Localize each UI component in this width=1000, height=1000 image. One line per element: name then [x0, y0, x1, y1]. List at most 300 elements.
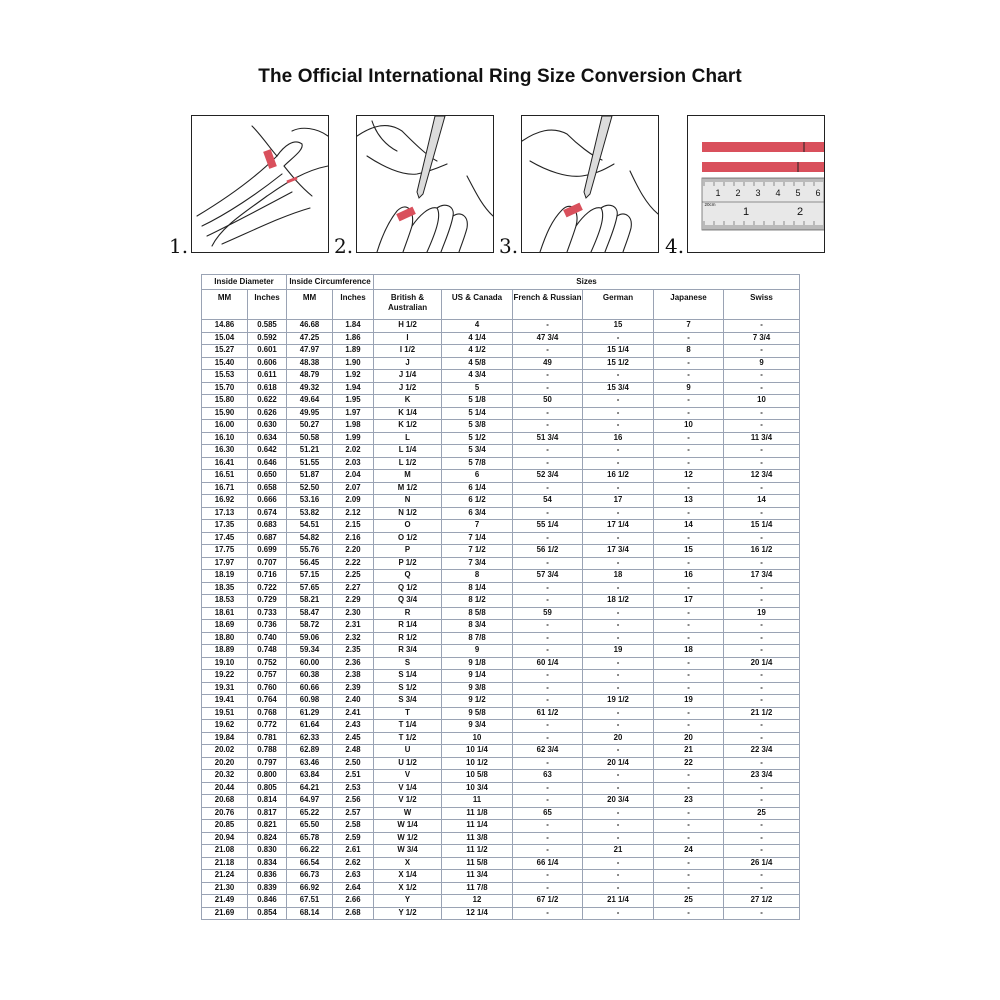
- table-row: [202, 857, 800, 870]
- table-cell: 9 5/8: [442, 707, 513, 720]
- table-cell: 21.69: [202, 907, 248, 920]
- ruler-top-number: 5: [795, 188, 801, 198]
- table-cell: -: [513, 482, 583, 495]
- ruler-top-number: 3: [755, 188, 761, 198]
- table-cell: 2.62: [333, 857, 374, 870]
- table-cell: -: [724, 320, 800, 333]
- table-row: [202, 582, 800, 595]
- table-cell: 20: [654, 732, 724, 745]
- table-cell: -: [724, 557, 800, 570]
- table-cell: R 1/2: [374, 632, 442, 645]
- table-cell: -: [583, 620, 654, 633]
- table-cell: 0.748: [248, 645, 287, 658]
- table-cell: W 1/2: [374, 832, 442, 845]
- table-cell: 2.61: [333, 845, 374, 858]
- table-row: [202, 620, 800, 633]
- table-cell: 0.800: [248, 770, 287, 783]
- table-cell: 13: [654, 495, 724, 508]
- table-cell: T 1/4: [374, 720, 442, 733]
- table-row: [202, 557, 800, 570]
- table-cell: 19 1/2: [583, 695, 654, 708]
- table-cell: 58.47: [287, 607, 333, 620]
- table-cell: -: [513, 882, 583, 895]
- table-cell: 16: [583, 432, 654, 445]
- table-cell: -: [513, 845, 583, 858]
- table-cell: 20 3/4: [583, 795, 654, 808]
- table-cell: 4 3/4: [442, 370, 513, 383]
- table-cell: 66.73: [287, 870, 333, 883]
- table-cell: 49: [513, 357, 583, 370]
- table-cell: -: [654, 670, 724, 683]
- table-cell: 18.19: [202, 570, 248, 583]
- table-cell: U 1/2: [374, 757, 442, 770]
- table-cell: 0.834: [248, 857, 287, 870]
- table-row: [202, 695, 800, 708]
- table-cell: 0.666: [248, 495, 287, 508]
- table-row: [202, 470, 800, 483]
- table-cell: 12 1/4: [442, 907, 513, 920]
- table-cell: 20.20: [202, 757, 248, 770]
- table-row: [202, 607, 800, 620]
- table-cell: 7: [442, 520, 513, 533]
- table-cell: 20 1/4: [724, 657, 800, 670]
- table-cell: 20: [583, 732, 654, 745]
- table-cell: -: [724, 720, 800, 733]
- table-cell: 0.814: [248, 795, 287, 808]
- table-cell: -: [724, 345, 800, 358]
- table-row: [202, 545, 800, 558]
- table-cell: 20.44: [202, 782, 248, 795]
- table-cell: -: [583, 707, 654, 720]
- group-header-sizes: Sizes: [374, 275, 800, 290]
- table-cell: 2.04: [333, 470, 374, 483]
- table-row: [202, 407, 800, 420]
- table-cell: -: [513, 595, 583, 608]
- table-cell: 11 1/8: [442, 807, 513, 820]
- table-row: [202, 870, 800, 883]
- table-cell: -: [513, 420, 583, 433]
- table-cell: 2.39: [333, 682, 374, 695]
- table-cell: 2.59: [333, 832, 374, 845]
- table-cell: 10 1/4: [442, 745, 513, 758]
- table-cell: 2.35: [333, 645, 374, 658]
- step-number: 4.: [665, 234, 685, 258]
- table-cell: 6: [442, 470, 513, 483]
- table-cell: 19.10: [202, 657, 248, 670]
- table-cell: 17 1/4: [583, 520, 654, 533]
- table-cell: 15.80: [202, 395, 248, 408]
- table-cell: 2.30: [333, 607, 374, 620]
- table-cell: -: [583, 557, 654, 570]
- table-cell: 52.50: [287, 482, 333, 495]
- table-cell: 63.46: [287, 757, 333, 770]
- ruler-bottom-number: 1: [742, 206, 750, 218]
- table-cell: 20 1/4: [583, 757, 654, 770]
- table-cell: -: [513, 620, 583, 633]
- table-cell: 2.57: [333, 807, 374, 820]
- table-cell: R: [374, 607, 442, 620]
- table-cell: 0.764: [248, 695, 287, 708]
- table-cell: 11 3/4: [724, 432, 800, 445]
- table-cell: 8 1/2: [442, 595, 513, 608]
- table-cell: 66.54: [287, 857, 333, 870]
- table-cell: 47.25: [287, 332, 333, 345]
- table-cell: -: [583, 745, 654, 758]
- table-cell: 0.592: [248, 332, 287, 345]
- table-cell: -: [583, 607, 654, 620]
- table-cell: X 1/2: [374, 882, 442, 895]
- table-row: [202, 532, 800, 545]
- table-cell: -: [513, 582, 583, 595]
- table-cell: 4: [442, 320, 513, 333]
- table-cell: 0.650: [248, 470, 287, 483]
- table-row: [202, 782, 800, 795]
- table-cell: 0.752: [248, 657, 287, 670]
- table-cell: 65.50: [287, 820, 333, 833]
- table-cell: -: [513, 670, 583, 683]
- table-cell: L 1/4: [374, 445, 442, 458]
- table-cell: 0.736: [248, 620, 287, 633]
- table-cell: -: [513, 820, 583, 833]
- table-cell: 7 3/4: [442, 557, 513, 570]
- table-cell: 15 1/4: [724, 520, 800, 533]
- table-cell: X 1/4: [374, 870, 442, 883]
- table-cell: 1.97: [333, 407, 374, 420]
- table-cell: -: [654, 782, 724, 795]
- table-cell: -: [513, 720, 583, 733]
- table-cell: 1.89: [333, 345, 374, 358]
- table-cell: -: [724, 832, 800, 845]
- measure-ruler-icon: [688, 116, 824, 252]
- table-cell: 19: [654, 695, 724, 708]
- table-cell: 26 1/4: [724, 857, 800, 870]
- table-cell: 17 3/4: [583, 545, 654, 558]
- table-row: [202, 445, 800, 458]
- table-cell: 0.630: [248, 420, 287, 433]
- table-cell: J 1/2: [374, 382, 442, 395]
- table-cell: 10 3/4: [442, 782, 513, 795]
- table-cell: 0.781: [248, 732, 287, 745]
- table-cell: -: [583, 907, 654, 920]
- table-row: [202, 520, 800, 533]
- step-number: 2.: [334, 234, 354, 258]
- mark-strip-pen-icon: [522, 116, 658, 252]
- table-row: [202, 570, 800, 583]
- table-cell: 6 3/4: [442, 507, 513, 520]
- table-cell: -: [724, 582, 800, 595]
- table-cell: 64.21: [287, 782, 333, 795]
- table-cell: 8: [654, 345, 724, 358]
- table-cell: -: [724, 682, 800, 695]
- col-header-circumference-mm: MM: [287, 290, 333, 320]
- table-row: [202, 595, 800, 608]
- table-cell: -: [724, 595, 800, 608]
- table-cell: 11 7/8: [442, 882, 513, 895]
- table-cell: 16.51: [202, 470, 248, 483]
- table-cell: -: [583, 682, 654, 695]
- table-cell: 1.86: [333, 332, 374, 345]
- table-cell: 2.64: [333, 882, 374, 895]
- table-cell: 66.22: [287, 845, 333, 858]
- table-cell: -: [513, 870, 583, 883]
- table-cell: -: [654, 432, 724, 445]
- table-row: [202, 682, 800, 695]
- table-cell: 14.86: [202, 320, 248, 333]
- table-cell: -: [654, 557, 724, 570]
- table-cell: 16: [654, 570, 724, 583]
- table-cell: M: [374, 470, 442, 483]
- step-1-illustration: [169, 115, 329, 258]
- table-cell: 0.601: [248, 345, 287, 358]
- table-cell: 47.97: [287, 345, 333, 358]
- table-cell: 50: [513, 395, 583, 408]
- table-cell: -: [583, 670, 654, 683]
- table-cell: T 1/2: [374, 732, 442, 745]
- table-cell: 53.16: [287, 495, 333, 508]
- table-cell: 6 1/4: [442, 482, 513, 495]
- table-cell: -: [654, 607, 724, 620]
- table-cell: 55 1/4: [513, 520, 583, 533]
- table-cell: 0.642: [248, 445, 287, 458]
- table-cell: -: [513, 407, 583, 420]
- table-cell: 9 3/4: [442, 720, 513, 733]
- table-cell: 2.03: [333, 457, 374, 470]
- table-cell: -: [513, 557, 583, 570]
- table-cell: 5: [442, 382, 513, 395]
- table-cell: -: [654, 532, 724, 545]
- table-cell: -: [654, 632, 724, 645]
- table-cell: 0.729: [248, 595, 287, 608]
- table-row: [202, 457, 800, 470]
- table-cell: -: [724, 532, 800, 545]
- table-cell: 0.821: [248, 820, 287, 833]
- table-cell: 16 1/2: [583, 470, 654, 483]
- table-cell: 15 1/4: [583, 345, 654, 358]
- table-cell: 27 1/2: [724, 895, 800, 908]
- table-cell: 1.84: [333, 320, 374, 333]
- ruler-top-number: 2: [735, 188, 741, 198]
- table-cell: -: [513, 757, 583, 770]
- table-cell: -: [724, 420, 800, 433]
- table-cell: 18.61: [202, 607, 248, 620]
- table-cell: -: [724, 732, 800, 745]
- table-row: [202, 432, 800, 445]
- table-cell: -: [654, 720, 724, 733]
- table-cell: V 1/4: [374, 782, 442, 795]
- hand-wrap-strip-icon: [192, 116, 328, 252]
- table-cell: 1.98: [333, 420, 374, 433]
- table-cell: P: [374, 545, 442, 558]
- table-cell: 0.683: [248, 520, 287, 533]
- table-cell: 48.38: [287, 357, 333, 370]
- table-cell: 2.43: [333, 720, 374, 733]
- table-cell: 2.63: [333, 870, 374, 883]
- table-cell: -: [513, 632, 583, 645]
- table-cell: -: [724, 382, 800, 395]
- ruler-bottom-number: 2: [796, 206, 804, 218]
- table-cell: 16 1/2: [724, 545, 800, 558]
- table-row: [202, 482, 800, 495]
- table-cell: 17.97: [202, 557, 248, 570]
- table-cell: 11 1/2: [442, 845, 513, 858]
- table-cell: 2.68: [333, 907, 374, 920]
- table-cell: 67.51: [287, 895, 333, 908]
- table-row: [202, 320, 800, 333]
- table-cell: -: [654, 445, 724, 458]
- table-cell: 46.68: [287, 320, 333, 333]
- step-3-illustration: [499, 115, 659, 258]
- table-cell: 0.797: [248, 757, 287, 770]
- table-cell: 15.90: [202, 407, 248, 420]
- table-cell: J: [374, 357, 442, 370]
- table-cell: -: [513, 732, 583, 745]
- table-cell: -: [654, 357, 724, 370]
- col-header-swiss: Swiss: [724, 290, 800, 320]
- table-cell: 6 1/2: [442, 495, 513, 508]
- table-cell: 2.12: [333, 507, 374, 520]
- col-header-french: French & Russian: [513, 290, 583, 320]
- table-cell: W: [374, 807, 442, 820]
- table-body: [202, 320, 800, 920]
- table-cell: T: [374, 707, 442, 720]
- table-cell: 18.35: [202, 582, 248, 595]
- table-cell: -: [583, 832, 654, 845]
- table-cell: 0.646: [248, 457, 287, 470]
- table-cell: -: [654, 407, 724, 420]
- table-cell: 1.94: [333, 382, 374, 395]
- table-cell: 0.830: [248, 845, 287, 858]
- table-cell: -: [583, 532, 654, 545]
- table-cell: 58.21: [287, 595, 333, 608]
- table-row: [202, 745, 800, 758]
- step-number: 1.: [169, 234, 189, 258]
- table-cell: -: [583, 507, 654, 520]
- table-cell: 25: [654, 895, 724, 908]
- table-cell: 7: [654, 320, 724, 333]
- table-cell: N 1/2: [374, 507, 442, 520]
- table-cell: -: [724, 795, 800, 808]
- table-cell: 54.82: [287, 532, 333, 545]
- table-cell: 51.87: [287, 470, 333, 483]
- table-cell: 4 1/2: [442, 345, 513, 358]
- table-row: [202, 382, 800, 395]
- table-cell: -: [513, 507, 583, 520]
- table-cell: -: [724, 907, 800, 920]
- table-cell: O: [374, 520, 442, 533]
- table-cell: 24: [654, 845, 724, 858]
- table-row: [202, 770, 800, 783]
- table-cell: P 1/2: [374, 557, 442, 570]
- table-row: [202, 795, 800, 808]
- table-row: [202, 832, 800, 845]
- table-cell: 58.72: [287, 620, 333, 633]
- table-row: [202, 807, 800, 820]
- table-cell: 19.84: [202, 732, 248, 745]
- table-row: [202, 495, 800, 508]
- table-cell: 0.622: [248, 395, 287, 408]
- table-cell: -: [724, 845, 800, 858]
- table-cell: 14: [724, 495, 800, 508]
- table-cell: 0.760: [248, 682, 287, 695]
- table-cell: 2.50: [333, 757, 374, 770]
- table-cell: Y 1/2: [374, 907, 442, 920]
- table-cell: S: [374, 657, 442, 670]
- table-cell: -: [583, 870, 654, 883]
- table-cell: 0.805: [248, 782, 287, 795]
- table-cell: X: [374, 857, 442, 870]
- table-cell: 60.00: [287, 657, 333, 670]
- ring-size-table: [201, 274, 800, 920]
- table-cell: -: [583, 420, 654, 433]
- table-cell: 62.89: [287, 745, 333, 758]
- table-cell: -: [724, 482, 800, 495]
- step-number: 3.: [499, 234, 519, 258]
- table-cell: 50.27: [287, 420, 333, 433]
- table-cell: 5 3/8: [442, 420, 513, 433]
- table-cell: -: [724, 445, 800, 458]
- table-row: [202, 882, 800, 895]
- table-cell: -: [583, 882, 654, 895]
- table-row: [202, 420, 800, 433]
- table-cell: K 1/2: [374, 420, 442, 433]
- table-cell: -: [654, 620, 724, 633]
- table-cell: 62 3/4: [513, 745, 583, 758]
- table-cell: 0.722: [248, 582, 287, 595]
- table-cell: 16.71: [202, 482, 248, 495]
- table-cell: 65: [513, 807, 583, 820]
- table-cell: -: [724, 757, 800, 770]
- table-cell: -: [654, 332, 724, 345]
- table-cell: 18.80: [202, 632, 248, 645]
- table-cell: 2.48: [333, 745, 374, 758]
- table-cell: 2.25: [333, 570, 374, 583]
- table-cell: 57 3/4: [513, 570, 583, 583]
- table-cell: M 1/2: [374, 482, 442, 495]
- table-cell: 0.658: [248, 482, 287, 495]
- table-cell: 18.69: [202, 620, 248, 633]
- table-cell: 0.757: [248, 670, 287, 683]
- table-cell: 17: [583, 495, 654, 508]
- table-cell: K: [374, 395, 442, 408]
- table-cell: 21 1/2: [724, 707, 800, 720]
- table-row: [202, 757, 800, 770]
- table-cell: -: [513, 445, 583, 458]
- table-cell: -: [513, 682, 583, 695]
- table-cell: 2.66: [333, 895, 374, 908]
- table-cell: -: [654, 770, 724, 783]
- table-cell: 0.788: [248, 745, 287, 758]
- table-cell: 59.34: [287, 645, 333, 658]
- table-cell: 65.22: [287, 807, 333, 820]
- table-cell: 51.21: [287, 445, 333, 458]
- table-cell: -: [654, 370, 724, 383]
- table-cell: -: [724, 370, 800, 383]
- table-cell: 0.846: [248, 895, 287, 908]
- table-cell: -: [583, 407, 654, 420]
- table-cell: 54: [513, 495, 583, 508]
- table-cell: 61.64: [287, 720, 333, 733]
- table-row: [202, 732, 800, 745]
- table-cell: 5 1/4: [442, 407, 513, 420]
- ruler-top-number: 1: [715, 188, 721, 198]
- table-cell: 51 3/4: [513, 432, 583, 445]
- table-cell: -: [583, 395, 654, 408]
- table-cell: 0.740: [248, 632, 287, 645]
- table-cell: -: [654, 707, 724, 720]
- table-cell: 7 3/4: [724, 332, 800, 345]
- table-cell: 23 3/4: [724, 770, 800, 783]
- table-row: [202, 395, 800, 408]
